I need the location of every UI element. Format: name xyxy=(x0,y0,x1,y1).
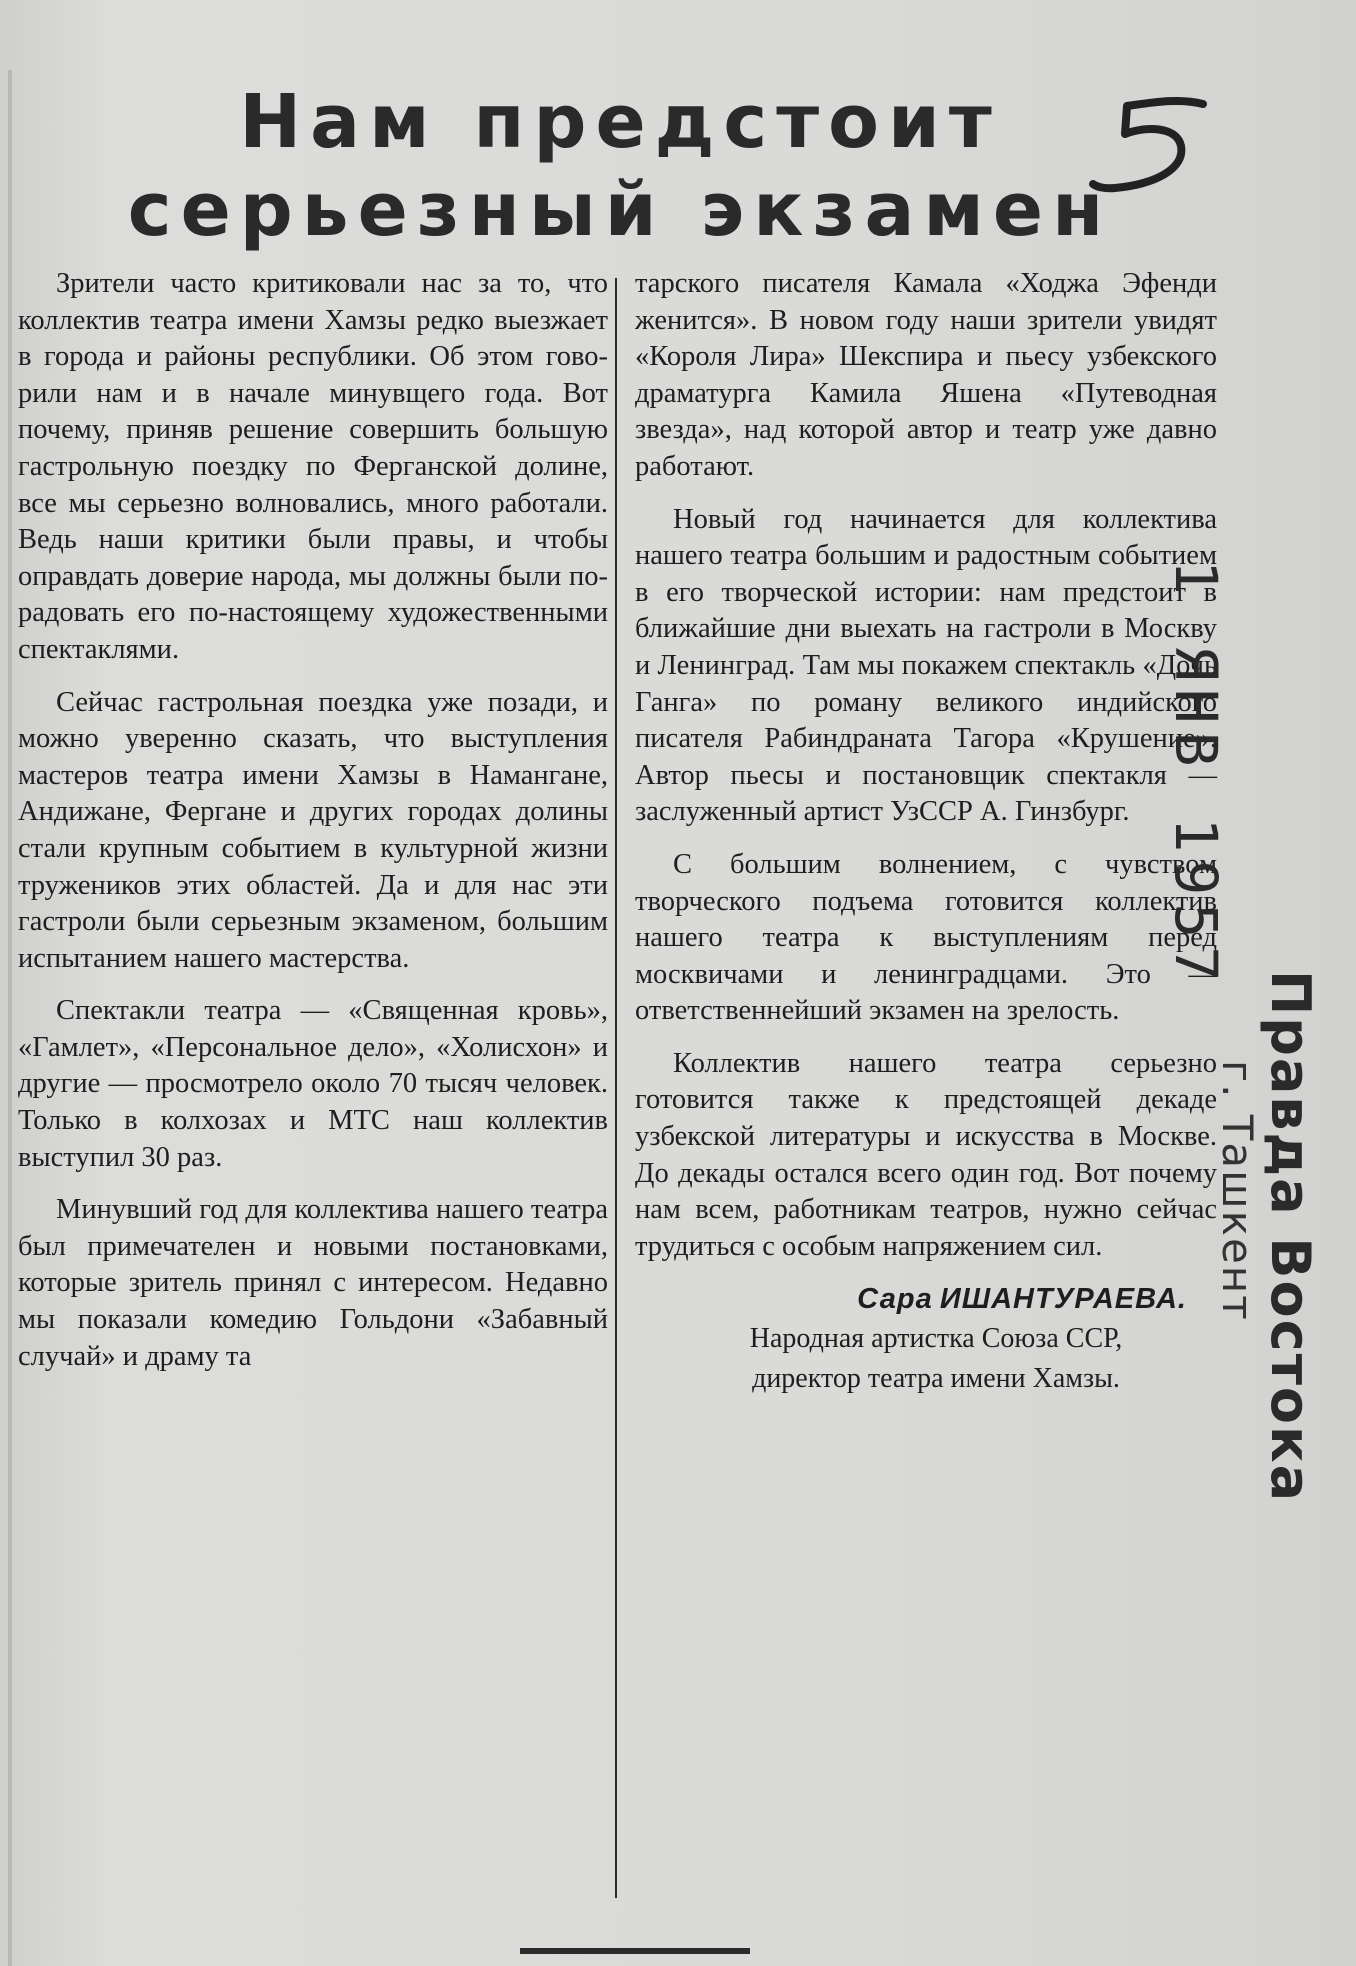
article-column-left xyxy=(18,266,608,1391)
article-column-right xyxy=(635,266,1217,1399)
author-title-1: Народная артистка Союза ССР, xyxy=(749,1323,1123,1355)
article-paragraph: Новый год начинается для коллектива нашего театра большим и радостным событием в его творческой истории: нам предстоит в ближайшие дни выехать на гастроли в Москву и Ленинград. Там мы покажем спектакль «Дочь Ганга» по роману великого индийского писателя Рабиндраната Тагора «Крушение». Автор пьесы и постановщик спектакля — заслуженный артист УзССР А. Гинзбург. xyxy=(635,503,1217,828)
article-paragraph: Сейчас гастрольная поездка уже позади, и можно уверенно сказать, что выступления мастеров театра имени Хамзы в Намангане, Андижане, Фергане и других городах долины стали крупным событием в культурной жизни тружеников этих областей. Да и для нас эти гастроли были серьезным экзаменом, большим испытанием нашего мастерства. xyxy=(18,686,608,974)
article-paragraph: Минувший год для коллектива нашего театра был примечателен и новыми постановками, которые зритель принял с интересом. Недавно мы показали комедию Гольдони «Забавный случай» и драму та xyxy=(18,1194,608,1372)
city-stamp: г. Ташкент xyxy=(1213,1060,1262,1322)
author-title-2: директор театра имени Хамзы. xyxy=(752,1363,1120,1395)
bottom-rule xyxy=(520,1948,750,1954)
article-paragraph: Зрители часто критиковали нас за то, что коллектив театра имени Хамзы редко выезжает в города и районы республики. Об этом говорили нам и в начале минувщего года. Вот почему, приняв решение совершить большую гастрольную поездку по Ферганской долине, все мы серьезно волновались, много работали. Ведь наши критики были правы, и чтобы оправдать доверие народа, мы должны были порадовать его по-настоящему художественными спектаклями. xyxy=(18,268,608,665)
clipping-edge xyxy=(8,70,12,1966)
column-divider xyxy=(615,278,617,1898)
author-first-name: Сара xyxy=(857,1283,933,1316)
headline-line-2: серьезный экзамен xyxy=(127,167,1113,253)
article-paragraph: Спектакли театра — «Священная кровь», «Гамлет», «Персональное дело», «Холисхон» и другие — просмотрело около 70 тысяч человек. Только в колхозах и МТС наш коллектив выступил 30 раз. xyxy=(18,995,608,1173)
author-last-name: ИШАНТУРАЕВА. xyxy=(939,1283,1187,1316)
article-paragraph: тарского писателя Камала «Ходжа Эфенди женится». В новом году наши зрители увидят «Короля Лира» Шекспира и пьесу узбекского драматурга Камила Яшена «Путеводная звезда», над которой автор и театр уже давно работают. xyxy=(635,268,1217,482)
date-stamp: 1 ЯНВ 1957 xyxy=(1162,560,1230,990)
headline-line-1: Нам предстоит xyxy=(239,79,1001,165)
article-paragraph: С большим волнением, с чувством творческого подъема готовится коллектив нашего театра к выступлениям перед москвичами и ленинградцами. Это — ответственнейший экзамен на зрелость. xyxy=(635,848,1217,1027)
newspaper-name-stamp: Правда Востока xyxy=(1259,970,1322,1504)
article-paragraph: Коллектив нашего театра серьезно готовится также к предстоящей декаде узбекской литературы и искусства в Москве. До декады остался всего один год. Вот почему нам всем, работникам театров, нужно сейчас трудиться с особым напряжением сил. xyxy=(635,1047,1217,1262)
handwritten-number-5 xyxy=(1085,92,1215,202)
headline xyxy=(120,78,1120,254)
author-signature xyxy=(635,1281,1217,1319)
